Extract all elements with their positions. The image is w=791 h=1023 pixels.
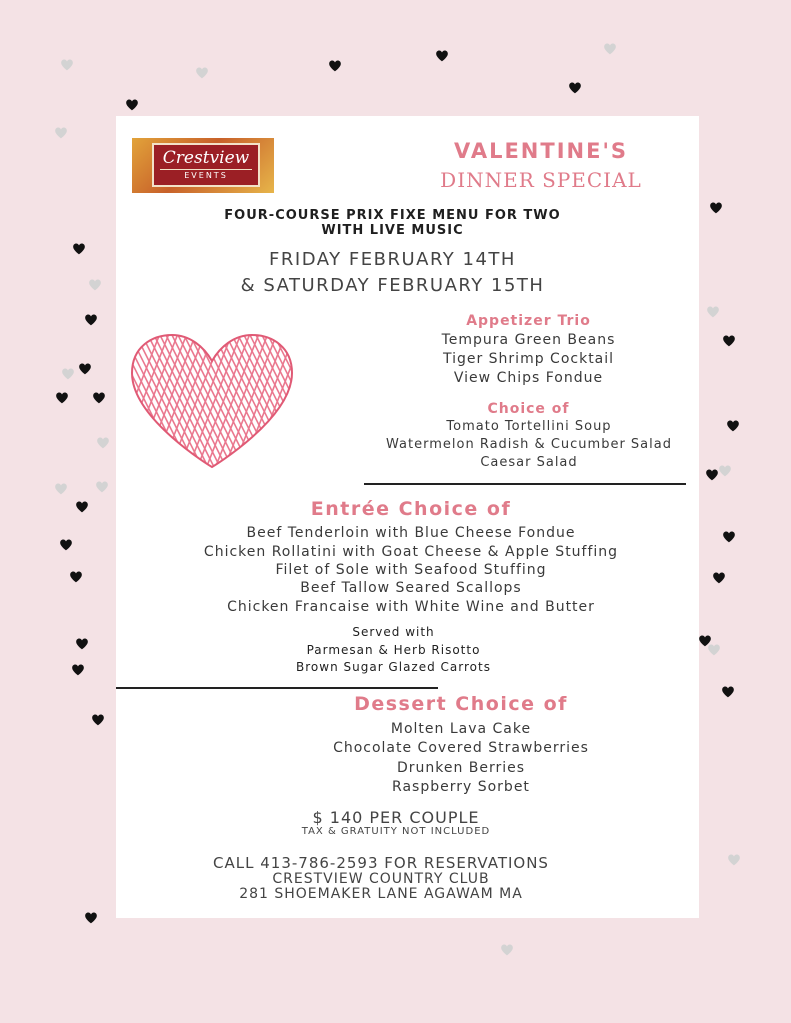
background-heart-icon [603, 42, 617, 55]
background-heart-icon [125, 98, 139, 111]
background-heart-icon [54, 126, 68, 139]
background-heart-icon [75, 637, 89, 650]
background-heart-icon [84, 911, 98, 924]
background-heart-icon [92, 391, 106, 404]
background-heart-icon [718, 464, 732, 477]
dessert-item: Drunken Berries [396, 760, 526, 776]
choice-item: Tomato Tortellini Soup [446, 419, 612, 434]
background-heart-icon [712, 571, 726, 584]
crestview-logo [132, 138, 274, 193]
background-heart-icon [709, 201, 723, 214]
entree-item: Filet of Sole with Seafood Stuffing [275, 562, 547, 578]
background-heart-icon [54, 482, 68, 495]
background-heart-icon [722, 530, 736, 543]
title-line1: VALENTINE'S [454, 139, 628, 163]
background-heart-icon [60, 58, 74, 71]
dessert-heading: Dessert Choice of [354, 693, 568, 715]
background-heart-icon [328, 59, 342, 72]
date-line2: & SATURDAY FEBRUARY 15TH [240, 275, 545, 296]
entree-item: Beef Tenderloin with Blue Cheese Fondue [246, 525, 576, 541]
background-heart-icon [59, 538, 73, 551]
background-heart-icon [96, 436, 110, 449]
dessert-item: Chocolate Covered Strawberries [333, 740, 589, 756]
venue-name: CRESTVIEW COUNTRY CLUB [272, 871, 490, 887]
price: $ 140 PER COUPLE [312, 808, 480, 827]
subtitle-line1: FOUR-COURSE PRIX FIXE MENU FOR TWO [224, 208, 561, 223]
background-heart-icon [71, 663, 85, 676]
venue-address: 281 SHOEMAKER LANE AGAWAM MA [239, 886, 523, 902]
background-heart-icon [75, 500, 89, 513]
background-heart-icon [435, 49, 449, 62]
served-item: Brown Sugar Glazed Carrots [296, 660, 491, 674]
entree-heading: Entrée Choice of [310, 498, 512, 520]
background-heart-icon [706, 305, 720, 318]
background-heart-icon [78, 362, 92, 375]
scribble-heart-icon [126, 331, 298, 471]
price-note: TAX & GRATUITY NOT INCLUDED [301, 826, 491, 837]
reservation-phone: CALL 413-786-2593 FOR RESERVATIONS [213, 854, 549, 872]
background-heart-icon [722, 334, 736, 347]
subtitle-line2: WITH LIVE MUSIC [321, 223, 464, 238]
background-heart-icon [95, 480, 109, 493]
background-heart-icon [84, 313, 98, 326]
appetizer-item: Tempura Green Beans [441, 332, 616, 348]
entree-item: Chicken Francaise with White Wine and Butter [227, 599, 595, 615]
background-heart-icon [72, 242, 86, 255]
logo-badge [152, 143, 260, 187]
background-heart-icon [195, 66, 209, 79]
background-heart-icon [727, 853, 741, 866]
logo-subtitle: EVENTS [160, 169, 252, 181]
choice-item: Watermelon Radish & Cucumber Salad [386, 437, 672, 452]
divider-left [116, 687, 438, 689]
background-heart-icon [55, 391, 69, 404]
entree-item: Chicken Rollatini with Goat Cheese & Apple Stuffing [203, 544, 619, 560]
choice-item: Caesar Salad [480, 455, 578, 470]
background-heart-icon [726, 419, 740, 432]
logo-name: Crestview [162, 148, 250, 168]
background-heart-icon [61, 367, 75, 380]
served-with-label: Served with [352, 625, 435, 639]
divider-right [364, 483, 686, 485]
appetizer-item: View Chips Fondue [453, 370, 604, 386]
menu-card [116, 116, 699, 918]
background-heart-icon [721, 685, 735, 698]
appetizer-heading: Appetizer Trio [466, 313, 591, 329]
background-heart-icon [500, 943, 514, 956]
choice-heading: Choice of [487, 401, 570, 417]
date-line1: FRIDAY FEBRUARY 14TH [269, 249, 516, 270]
dessert-item: Raspberry Sorbet [392, 779, 530, 795]
entree-item: Beef Tallow Seared Scallops [300, 580, 522, 596]
background-heart-icon [91, 713, 105, 726]
dessert-item: Molten Lava Cake [390, 721, 532, 737]
background-heart-icon [88, 278, 102, 291]
served-item: Parmesan & Herb Risotto [306, 643, 481, 657]
appetizer-item: Tiger Shrimp Cocktail [442, 351, 615, 367]
background-heart-icon [707, 643, 721, 656]
background-heart-icon [69, 570, 83, 583]
background-heart-icon [568, 81, 582, 94]
title-line2: DINNER SPECIAL [440, 168, 642, 192]
background-heart-icon [705, 468, 719, 481]
